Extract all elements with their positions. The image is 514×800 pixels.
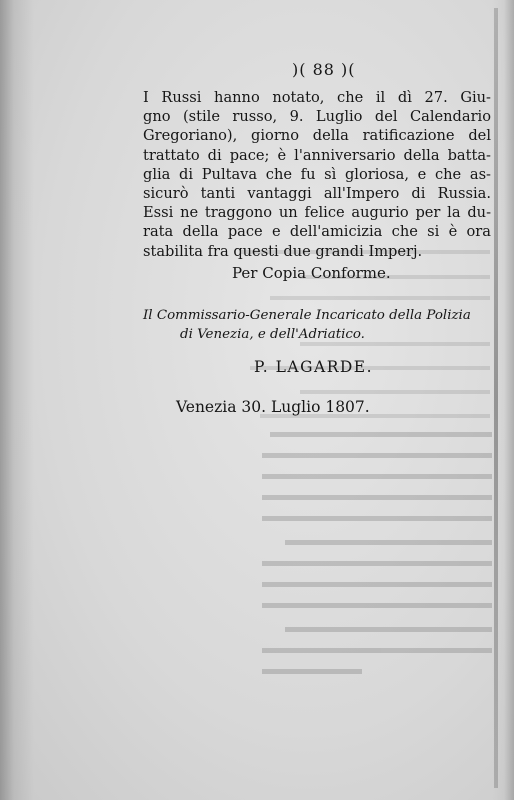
paragraph-line: stabilita fra questi due grandi Imperj. (143, 242, 423, 260)
paragraph-line: rata della pace e dell'amicizia che si è ora (143, 223, 491, 241)
paragraph-line: gno (stile russo, 9. Luglio del Calendario (143, 108, 491, 126)
commissioner-line: Il Commissario-Generale Incaricato della Polizia (143, 308, 471, 323)
paragraph-line: Essi ne traggono un felice augurio per la du- (143, 204, 491, 222)
paragraph-line: trattato di pace; è l'anniversario della batta- (143, 146, 491, 164)
signature: P. LAGARDE. (254, 358, 374, 376)
page-number: )( 88 )( (292, 60, 356, 79)
date-line: Venezia 30. Luglio 1807. (176, 398, 370, 416)
main-paragraph (143, 88, 491, 261)
paragraph-line: Gregoriano), giorno della ratificazione del (143, 127, 491, 145)
paragraph-line: sicurò tanti vantaggi all'Impero di Russia. (143, 185, 491, 203)
paragraph-line: glia di Pultava che fu sì gloriosa, e che as- (143, 165, 491, 183)
copy-conforme-line: Per Copia Conforme. (232, 264, 391, 282)
commissioner-line: di Venezia, e dell'Adriatico. (180, 327, 365, 342)
commissioner-title (143, 306, 493, 344)
paragraph-line: I Russi hanno notato, che il dì 27. Giu- (143, 89, 491, 106)
